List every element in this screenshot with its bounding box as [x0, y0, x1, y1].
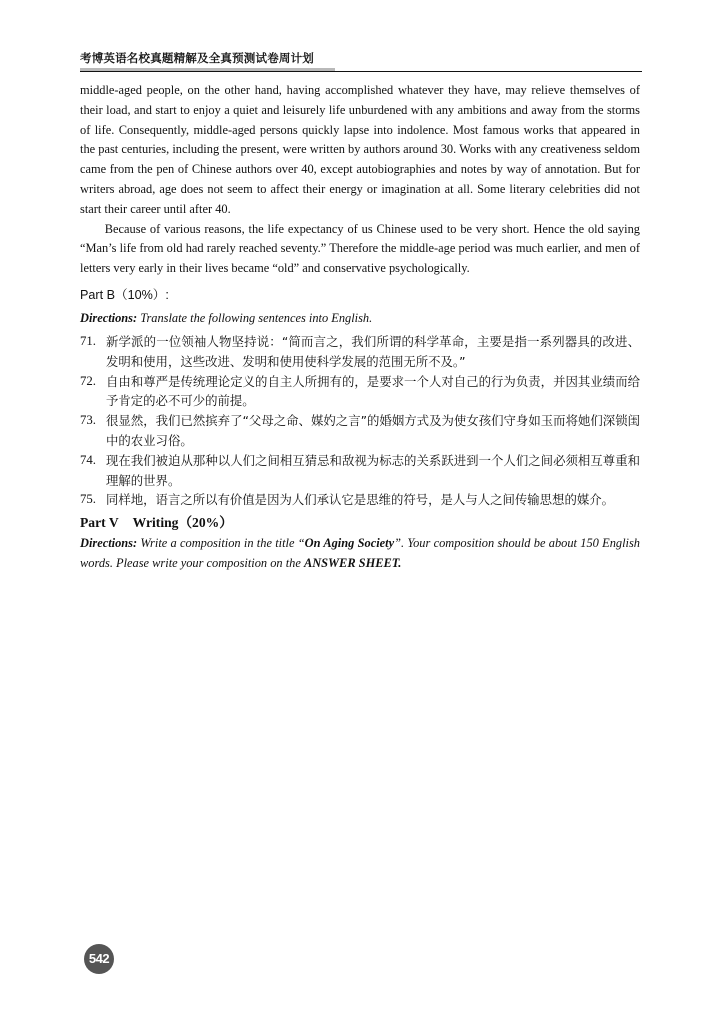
question-text: 现在我们被迫从那种以人们之间相互猜忌和敌视为标志的关系跃进到一个人们之间必须相互尊重和理解的世界。	[106, 452, 640, 488]
directions-end: .	[398, 556, 402, 571]
question-number: 74.	[80, 452, 96, 467]
question-number: 75.	[80, 492, 96, 507]
part-v-directions	[80, 533, 640, 573]
question-list	[80, 332, 640, 510]
composition-title: On Aging Society	[304, 536, 395, 551]
question-text: 自由和尊严是传统理论定义的自主人所拥有的，是要求一个人对自己的行为负责，并因其业绩而给予肯定的必不可少的前提。	[106, 373, 640, 409]
question-number: 71.	[80, 333, 96, 348]
part-b-heading: Part B（10%）:	[80, 287, 169, 302]
part-v-label: Part V	[80, 515, 119, 531]
question-text: 很显然，我们已然摈弃了“父母之命、媒妁之言”的婚姻方式及为使女孩们守身如玉而将她们深锁闺中的农业习俗。	[106, 413, 640, 448]
question-text: 同样地，语言之所以有价值是因为人们承认它是思维的符号，是人与人之间传输思想的媒介。	[106, 492, 615, 508]
question-item	[80, 451, 640, 491]
directions-text: Translate the following sentences into English.	[137, 310, 373, 325]
directions-text: Write a composition in the title “	[137, 536, 305, 551]
question-text: 新学派的一位领袖人物坚持说：“简而言之，我们所谓的科学革命，主要是指一系列器具的改进、发明和使用，这些改进、发明和使用使科学发展的范围无所不及。”	[106, 333, 640, 369]
part-b-directions	[80, 308, 640, 328]
book-title: 考博英语名校真题精解及全真预测试卷周计划	[80, 51, 314, 65]
part-v-heading	[80, 513, 640, 533]
page-number-badge: 542	[84, 944, 114, 974]
answer-sheet-label: ANSWER SHEET	[303, 556, 399, 571]
writing-label: Writing（20%）	[132, 515, 233, 531]
question-number: 73.	[80, 413, 96, 428]
question-item	[80, 490, 640, 510]
page-content	[80, 81, 640, 573]
running-header	[80, 48, 642, 74]
passage-paragraph-1: middle-aged people, on the other hand, having accomplished whatever they have, may relieve themselves of their load, and start to enjoy a quiet and leisurely life unburdened with any ambitions and away from the storms of life. Consequently, middle-aged persons quickly lapse into indolence. Most famous works that appeared in the past centuries, including the present, were written by authors around 30. Works with any creativeness seldom came from the pen of Chinese authors over 40, except autobiographies and notes by way of annotation. But for writers abroad, age does not seem to affect their energy or imagination at all. Some literary celebrities did not start their career until after 40.	[80, 83, 640, 216]
question-item	[80, 411, 640, 451]
directions-label: Directions:	[80, 310, 138, 325]
directions-label: Directions:	[80, 536, 138, 551]
question-number: 72.	[80, 373, 96, 388]
header-rule	[80, 71, 642, 72]
passage-paragraph-2: Because of various reasons, the life expectancy of us Chinese used to be very short. Hence the old saying “Man’s life from old had rarely reached seventy.” Therefore the middle-age period was much earlier, and men of letters very early in their lives became “old” and conservative psychologically.	[80, 221, 640, 276]
directions-text: ”. Your composition should be about 150 English words. Please write your composition on the	[80, 536, 640, 571]
question-item	[80, 372, 640, 412]
question-item	[80, 332, 640, 372]
